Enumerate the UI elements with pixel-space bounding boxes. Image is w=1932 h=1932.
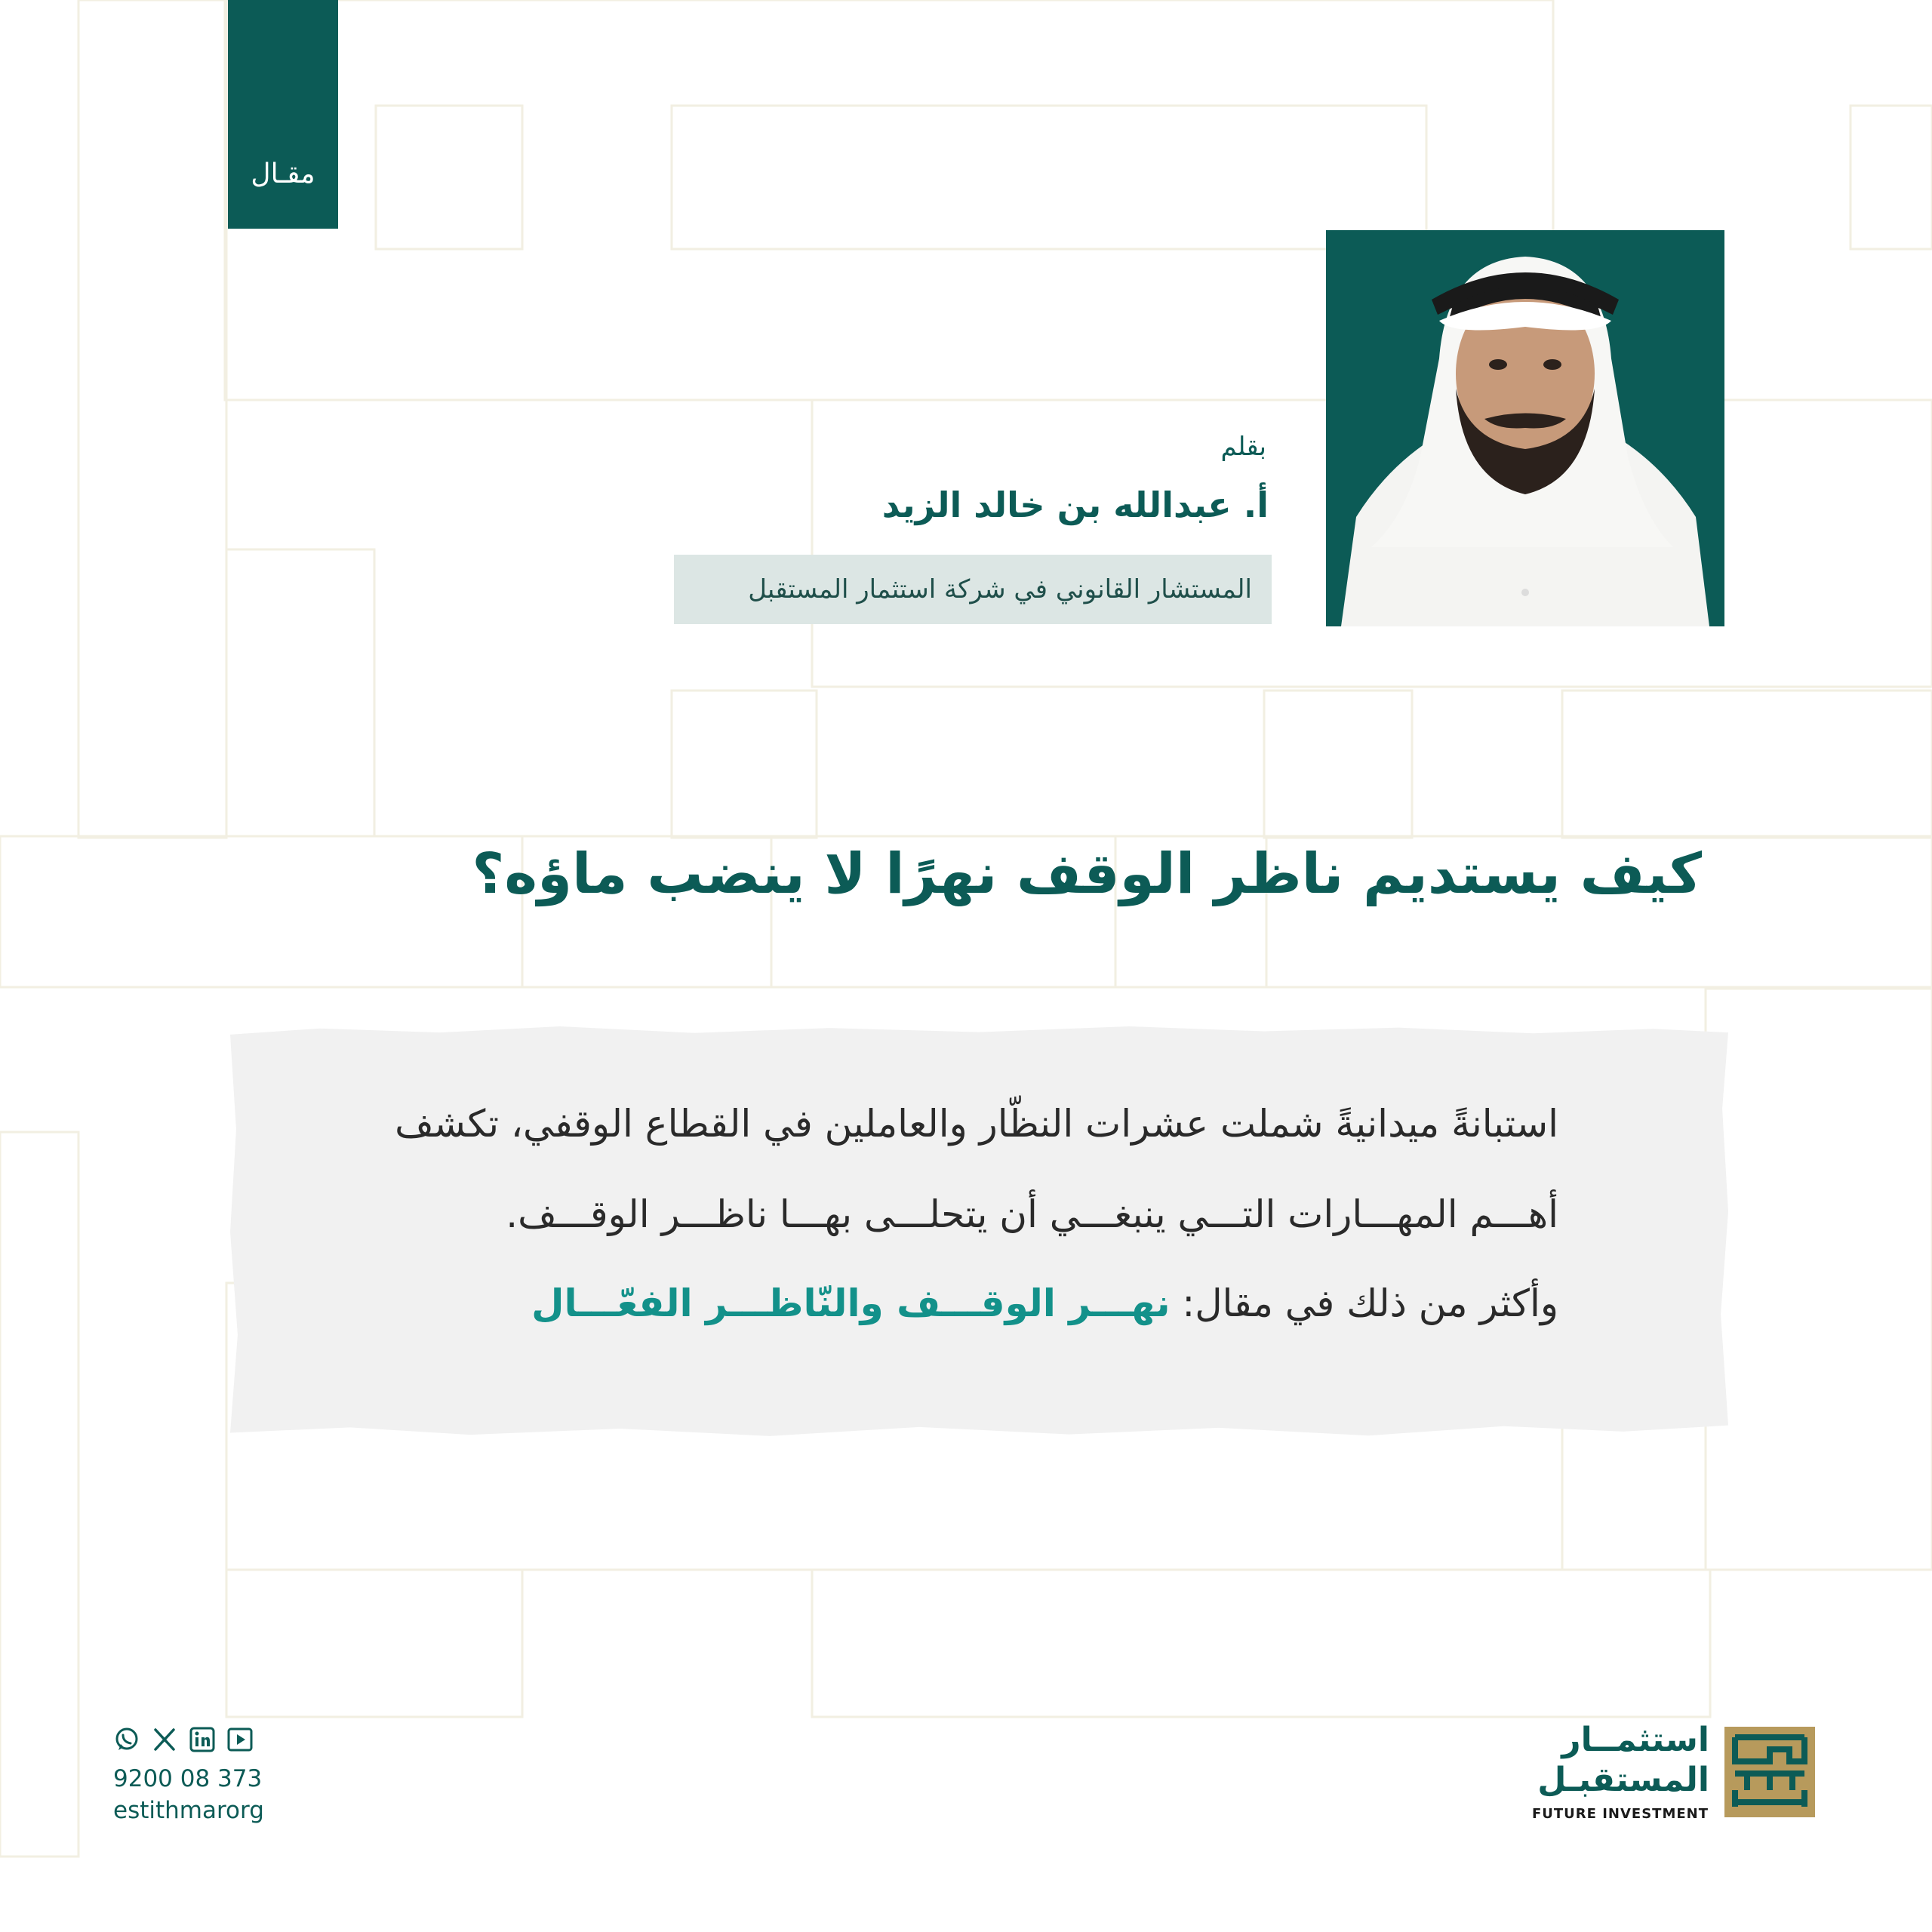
linkedin-icon[interactable] xyxy=(189,1726,216,1753)
author-role: المستشار القانوني في شركة استثمار المستقبل xyxy=(748,574,1252,605)
youtube-icon[interactable] xyxy=(226,1726,254,1753)
author-portrait xyxy=(1326,230,1724,626)
whatsapp-icon[interactable] xyxy=(113,1726,140,1753)
article-tag xyxy=(228,0,338,229)
kufic-logo-icon xyxy=(1724,1727,1815,1817)
article-headline: كيف يستديم ناظر الوقف نهرًا لا ينضب ماؤه؟ xyxy=(472,841,1702,906)
article-tag-label: مقـال xyxy=(251,158,315,189)
brand-name-en: FUTURE INVESTMENT xyxy=(1531,1806,1709,1822)
paper-text-line-2: أهـــم المهـــارات التـــي ينبغـــي أن يتحلـــى بهـــا ناظـــر الوقـــف. xyxy=(506,1192,1558,1236)
paper-text-line-3 xyxy=(531,1281,1558,1325)
social-handle: estithmarorg xyxy=(113,1797,264,1824)
author-photo xyxy=(1326,230,1724,626)
paper-text-line-3-lead: وأكثر من ذلك في مقال: xyxy=(1170,1281,1558,1325)
brand-name-ar-line2: المستقبـل xyxy=(1537,1761,1709,1799)
byline-label: بقلم xyxy=(1220,432,1266,462)
author-name: أ. عبدالله بن خالد الزيد xyxy=(881,485,1269,525)
paper-text-line-1: استبانةً ميدانيةً شملت عشرات النظّار والعاملين في القطاع الوقفي، تكشف xyxy=(395,1102,1558,1146)
brand-name-ar-line1: استثمــار xyxy=(1561,1721,1709,1759)
social-icons xyxy=(113,1726,254,1753)
phone-number: 9200 08 373 xyxy=(113,1765,263,1792)
article-link-title[interactable]: نهـــر الوقـــف والنّاظـــر الفعّـــال xyxy=(531,1281,1171,1325)
waqf-logo-mark xyxy=(1724,1727,1815,1817)
x-icon[interactable] xyxy=(151,1726,178,1753)
author-role-box xyxy=(674,555,1272,624)
